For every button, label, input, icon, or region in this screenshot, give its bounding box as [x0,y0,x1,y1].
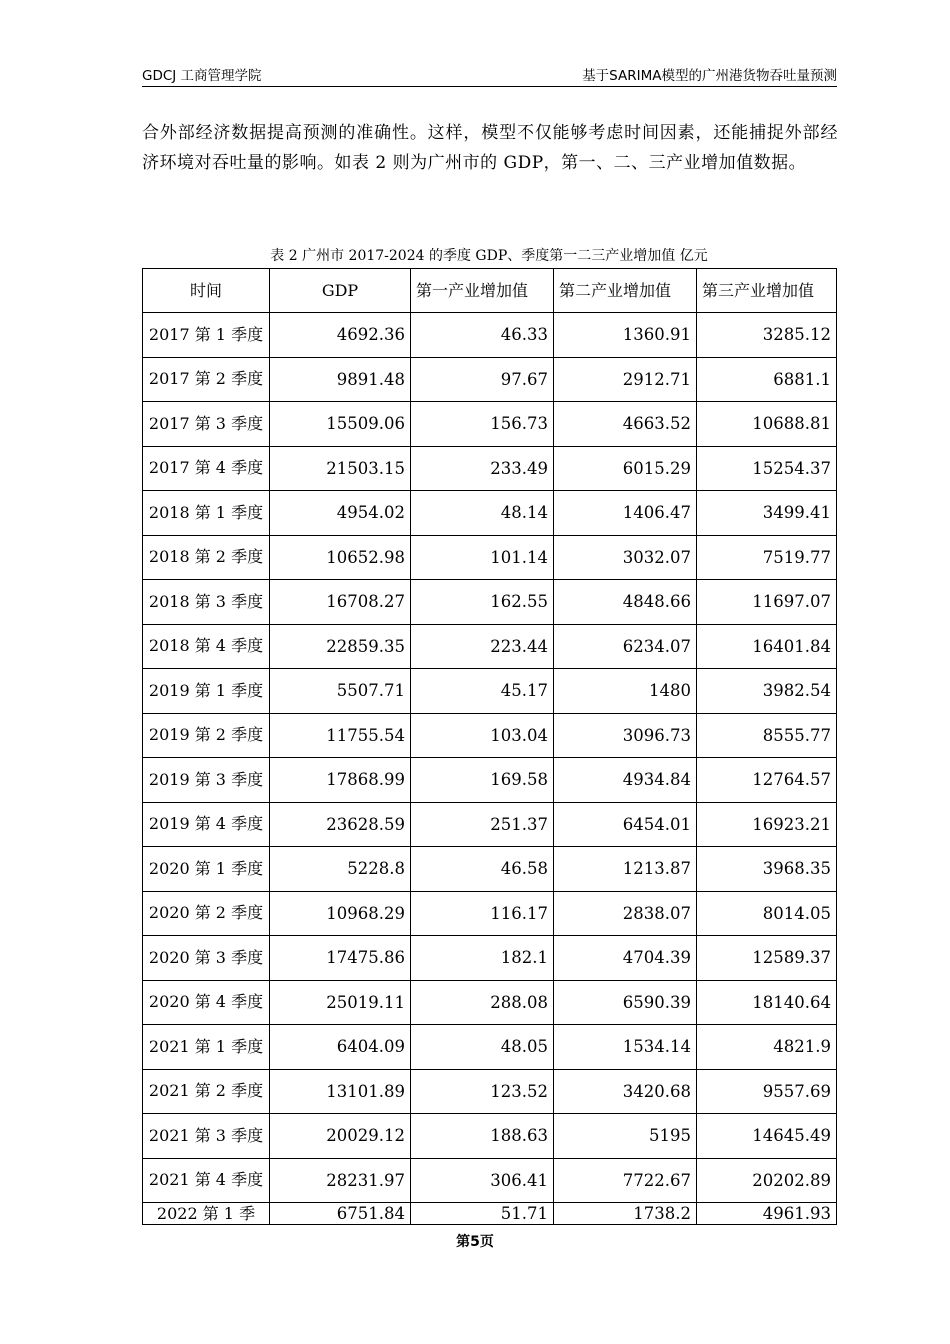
cell-time: 2021 第 1 季度 [143,1025,270,1070]
table-row [143,535,837,580]
table-row [143,802,837,847]
cell-gdp: 17475.86 [270,936,411,981]
cell-gdp: 10652.98 [270,535,411,580]
cell-primary: 116.17 [411,891,554,936]
cell-gdp: 25019.11 [270,980,411,1025]
table-row [143,402,837,447]
cell-primary: 169.58 [411,758,554,803]
cell-tertiary: 18140.64 [697,980,837,1025]
header-institution: GDCJ 工商管理学院 [142,68,262,84]
cell-time: 2019 第 4 季度 [143,802,270,847]
cell-time: 2019 第 1 季度 [143,669,270,714]
cell-time: 2020 第 4 季度 [143,980,270,1025]
cell-tertiary: 9557.69 [697,1069,837,1114]
cell-gdp: 6751.84 [270,1203,411,1225]
cell-gdp: 11755.54 [270,713,411,758]
cell-time: 2018 第 3 季度 [143,580,270,625]
cell-gdp: 4954.02 [270,491,411,536]
cell-tertiary: 8555.77 [697,713,837,758]
cell-primary: 97.67 [411,357,554,402]
table-row [143,847,837,892]
cell-time: 2019 第 2 季度 [143,713,270,758]
cell-gdp: 21503.15 [270,446,411,491]
col-header-time: 时间 [143,269,270,313]
cell-gdp: 23628.59 [270,802,411,847]
cell-tertiary: 7519.77 [697,535,837,580]
cell-time: 2022 第 1 季 [143,1203,270,1225]
cell-time: 2021 第 4 季度 [143,1158,270,1203]
cell-tertiary: 4821.9 [697,1025,837,1070]
cell-secondary: 6234.07 [554,624,697,669]
cell-secondary: 1738.2 [554,1203,697,1225]
cell-secondary: 6015.29 [554,446,697,491]
cell-primary: 306.41 [411,1158,554,1203]
table-header-row [143,269,837,313]
cell-primary: 162.55 [411,580,554,625]
cell-time: 2019 第 3 季度 [143,758,270,803]
cell-tertiary: 8014.05 [697,891,837,936]
cell-primary: 223.44 [411,624,554,669]
col-header-gdp: GDP [270,269,411,313]
col-header-tertiary: 第三产业增加值 [697,269,837,313]
cell-primary: 288.08 [411,980,554,1025]
table-row [143,980,837,1025]
cell-tertiary: 3968.35 [697,847,837,892]
col-header-secondary: 第二产业增加值 [554,269,697,313]
table-row [143,446,837,491]
cell-primary: 48.14 [411,491,554,536]
cell-secondary: 7722.67 [554,1158,697,1203]
cell-secondary: 1360.91 [554,313,697,358]
cell-primary: 182.1 [411,936,554,981]
cell-secondary: 1480 [554,669,697,714]
cell-tertiary: 3982.54 [697,669,837,714]
cell-tertiary: 10688.81 [697,402,837,447]
cell-secondary: 2838.07 [554,891,697,936]
cell-secondary: 3420.68 [554,1069,697,1114]
cell-secondary: 5195 [554,1114,697,1159]
table-row [143,758,837,803]
cell-tertiary: 14645.49 [697,1114,837,1159]
table-row [143,713,837,758]
table-row [143,580,837,625]
cell-primary: 101.14 [411,535,554,580]
cell-tertiary: 4961.93 [697,1203,837,1225]
table-row [143,1203,837,1225]
cell-gdp: 13101.89 [270,1069,411,1114]
cell-time: 2017 第 2 季度 [143,357,270,402]
cell-secondary: 4663.52 [554,402,697,447]
body-paragraph: 合外部经济数据提高预测的准确性。这样，模型不仅能够考虑时间因素，还能捕捉外部经济环境对吞吐量的影响。如表 2 则为广州市的 GDP，第一、二、三产业增加值数据。 [142,123,838,173]
cell-gdp: 28231.97 [270,1158,411,1203]
cell-gdp: 22859.35 [270,624,411,669]
cell-primary: 48.05 [411,1025,554,1070]
cell-time: 2020 第 3 季度 [143,936,270,981]
cell-gdp: 4692.36 [270,313,411,358]
cell-primary: 251.37 [411,802,554,847]
cell-gdp: 10968.29 [270,891,411,936]
cell-time: 2018 第 2 季度 [143,535,270,580]
table-row [143,1158,837,1203]
cell-primary: 123.52 [411,1069,554,1114]
cell-tertiary: 3499.41 [697,491,837,536]
cell-gdp: 16708.27 [270,580,411,625]
cell-primary: 233.49 [411,446,554,491]
page-header [142,66,837,87]
cell-primary: 45.17 [411,669,554,714]
cell-tertiary: 6881.1 [697,357,837,402]
table-row [143,1025,837,1070]
cell-tertiary: 16401.84 [697,624,837,669]
cell-gdp: 15509.06 [270,402,411,447]
cell-gdp: 9891.48 [270,357,411,402]
cell-tertiary: 11697.07 [697,580,837,625]
page-number: 第5页 [456,1234,494,1250]
cell-secondary: 1213.87 [554,847,697,892]
cell-primary: 188.63 [411,1114,554,1159]
cell-tertiary: 15254.37 [697,446,837,491]
cell-gdp: 5228.8 [270,847,411,892]
cell-primary: 103.04 [411,713,554,758]
cell-primary: 156.73 [411,402,554,447]
cell-time: 2021 第 3 季度 [143,1114,270,1159]
cell-time: 2017 第 1 季度 [143,313,270,358]
table-row [143,1069,837,1114]
cell-secondary: 1534.14 [554,1025,697,1070]
table-row [143,1114,837,1159]
cell-time: 2021 第 2 季度 [143,1069,270,1114]
cell-secondary: 3096.73 [554,713,697,758]
cell-secondary: 4848.66 [554,580,697,625]
header-title: 基于SARIMA模型的广州港货物吞吐量预测 [582,68,837,84]
cell-tertiary: 20202.89 [697,1158,837,1203]
cell-gdp: 20029.12 [270,1114,411,1159]
cell-time: 2017 第 4 季度 [143,446,270,491]
cell-secondary: 6454.01 [554,802,697,847]
cell-secondary: 6590.39 [554,980,697,1025]
cell-time: 2020 第 2 季度 [143,891,270,936]
table-row [143,891,837,936]
cell-tertiary: 16923.21 [697,802,837,847]
cell-gdp: 5507.71 [270,669,411,714]
table-row [143,669,837,714]
cell-gdp: 6404.09 [270,1025,411,1070]
cell-time: 2020 第 1 季度 [143,847,270,892]
gdp-table [142,268,837,1225]
cell-time: 2017 第 3 季度 [143,402,270,447]
cell-secondary: 4934.84 [554,758,697,803]
cell-gdp: 17868.99 [270,758,411,803]
col-header-primary: 第一产业增加值 [411,269,554,313]
cell-tertiary: 12589.37 [697,936,837,981]
cell-secondary: 1406.47 [554,491,697,536]
cell-time: 2018 第 4 季度 [143,624,270,669]
cell-tertiary: 3285.12 [697,313,837,358]
table-row [143,357,837,402]
table-row [143,491,837,536]
cell-primary: 46.33 [411,313,554,358]
cell-secondary: 4704.39 [554,936,697,981]
cell-tertiary: 12764.57 [697,758,837,803]
cell-time: 2018 第 1 季度 [143,491,270,536]
cell-primary: 46.58 [411,847,554,892]
cell-primary: 51.71 [411,1203,554,1225]
table-row [143,313,837,358]
cell-secondary: 3032.07 [554,535,697,580]
table-caption: 表 2 广州市 2017-2024 的季度 GDP、季度第一二三产业增加值 亿元 [270,248,708,264]
table-row [143,624,837,669]
cell-secondary: 2912.71 [554,357,697,402]
table-row [143,936,837,981]
